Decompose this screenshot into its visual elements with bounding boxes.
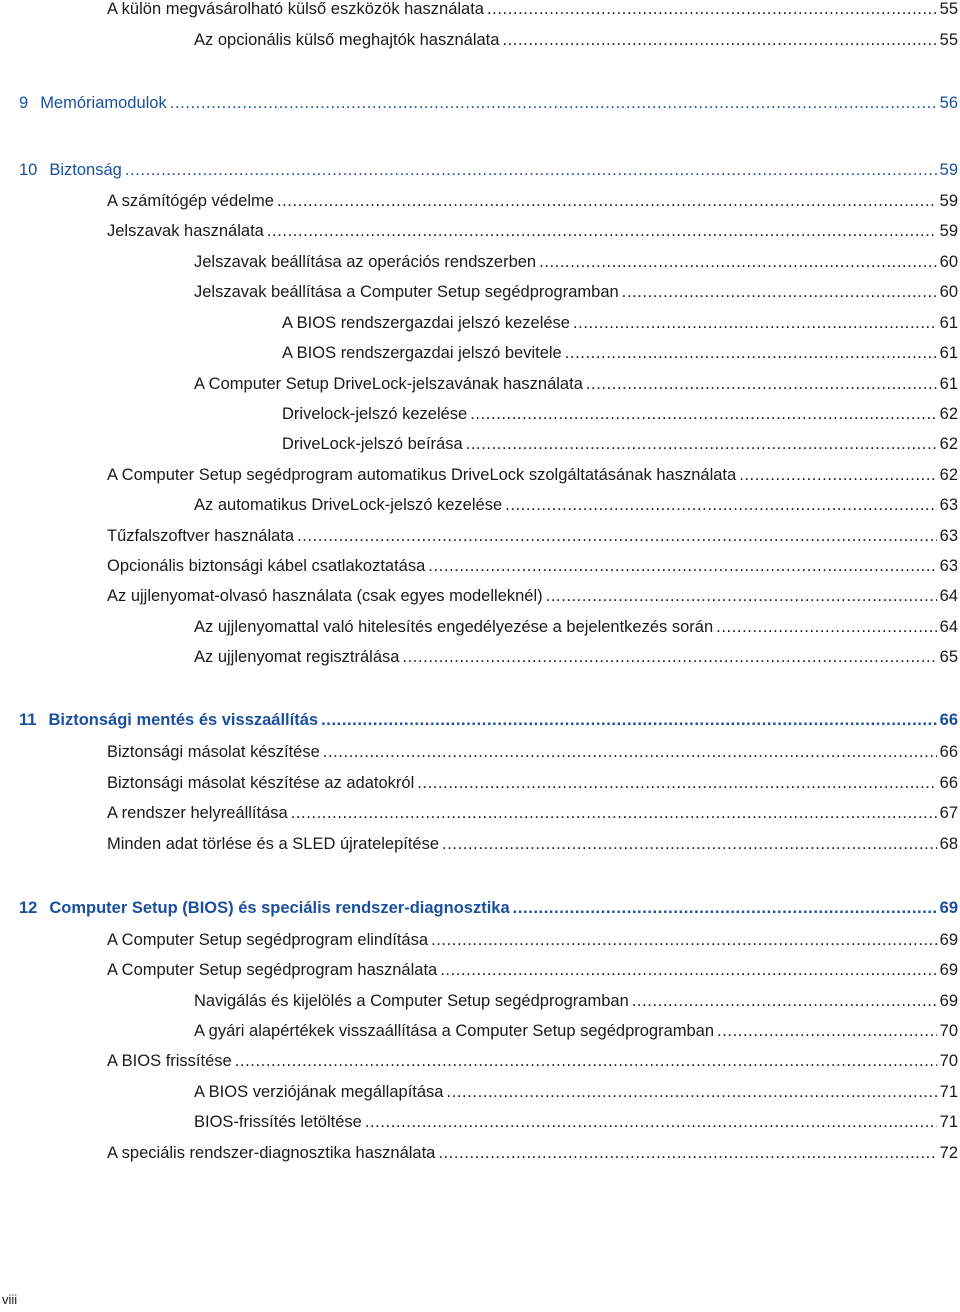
toc-entry-title: A külön megvásárolható külső eszközök használata — [107, 0, 484, 18]
toc-entry-title: Tűzfalszoftver használata — [107, 527, 295, 545]
toc-entry-title: Navigálás és kijelölés a Computer Setup segédprogramban — [194, 992, 629, 1010]
toc-entry-title: A speciális rendszer-diagnosztika használata — [107, 1144, 436, 1162]
toc-entry-page: 66 — [939, 774, 958, 792]
toc-entry-page: 69 — [939, 992, 958, 1010]
toc-entry-title: DriveLock-jelszó beírása — [282, 435, 463, 453]
toc-entry-page: 59 — [939, 222, 958, 240]
toc-leader-dots — [717, 1020, 937, 1042]
toc-leader-dots — [267, 220, 937, 242]
toc-entry-title: A Computer Setup segédprogram használata — [107, 961, 438, 979]
toc-entry[interactable] — [107, 959, 958, 981]
toc-entry-page: 72 — [939, 1144, 958, 1162]
toc-entry-title: A Computer Setup segédprogram automatikus DriveLock szolgáltatásának használata — [107, 466, 737, 484]
toc-entry-page: 55 — [939, 0, 958, 18]
toc-leader-dots — [297, 525, 937, 547]
toc-entry[interactable] — [194, 1020, 958, 1042]
toc-leader-dots — [539, 251, 937, 273]
toc-entry-page: 64 — [939, 587, 958, 605]
toc-leader-dots — [125, 159, 937, 181]
toc-entry-page: 63 — [939, 496, 958, 514]
toc-entry-page: 63 — [939, 527, 958, 545]
toc-entry-title: Minden adat törlése és a SLED újratelepítése — [107, 835, 440, 853]
toc-entry[interactable] — [107, 741, 958, 763]
toc-leader-dots — [402, 646, 936, 668]
toc-chapter-number: 9 — [19, 94, 29, 112]
toc-entry-page: 62 — [939, 435, 958, 453]
toc-entry[interactable] — [194, 616, 958, 638]
toc-entry[interactable] — [194, 494, 958, 516]
toc-entry-title: Drivelock-jelszó kezelése — [282, 405, 468, 423]
toc-entry-page: 70 — [939, 1052, 958, 1070]
toc-entry[interactable] — [107, 525, 958, 547]
toc-entry-title: A BIOS frissítése — [107, 1052, 232, 1070]
toc-entry-page: 67 — [939, 804, 958, 822]
toc-entry-page: 61 — [939, 375, 958, 393]
toc-entry[interactable] — [107, 220, 958, 242]
toc-entry-page: 71 — [939, 1113, 958, 1131]
toc-chapter-entry[interactable] — [19, 897, 958, 919]
toc-entry-title: Az automatikus DriveLock-jelszó kezelése — [194, 496, 503, 514]
toc-entry[interactable] — [194, 251, 958, 273]
toc-leader-dots — [487, 0, 937, 20]
toc-leader-dots — [739, 464, 936, 486]
toc-leader-dots — [505, 494, 937, 516]
toc-entry[interactable] — [194, 373, 958, 395]
toc-leader-dots — [417, 772, 936, 794]
toc-leader-dots — [365, 1111, 937, 1133]
toc-entry-page: 66 — [939, 743, 958, 761]
toc-chapter-title: Biztonsági mentés és visszaállítás — [48, 711, 319, 729]
toc-entry-title: Opcionális biztonsági kábel csatlakoztatása — [107, 557, 426, 575]
toc-entry-title: A BIOS rendszergazdai jelszó bevitele — [282, 344, 562, 362]
toc-chapter-number: 11 — [19, 711, 37, 729]
toc-entry[interactable] — [194, 1081, 958, 1103]
toc-leader-dots — [565, 342, 937, 364]
toc-leader-dots — [291, 802, 937, 824]
toc-leader-dots — [513, 897, 937, 919]
toc-leader-dots — [716, 616, 936, 638]
toc-leader-dots — [170, 92, 937, 114]
toc-entry-title: Biztonsági másolat készítése az adatokról — [107, 774, 415, 792]
toc-leader-dots — [321, 709, 937, 731]
toc-entry-page: 56 — [939, 94, 958, 112]
toc-entry-page: 69 — [939, 961, 958, 979]
toc-entry-title: Jelszavak használata — [107, 222, 264, 240]
toc-entry-page: 71 — [939, 1083, 958, 1101]
toc-entry-title: Jelszavak beállítása a Computer Setup segédprogramban — [194, 283, 619, 301]
toc-leader-dots — [573, 312, 937, 334]
toc-chapter-title: Biztonság — [49, 161, 122, 179]
toc-entry[interactable] — [194, 990, 958, 1012]
toc-chapter-number: 10 — [19, 161, 38, 179]
page-number: viii — [2, 1292, 18, 1307]
toc-entry-page: 69 — [939, 931, 958, 949]
toc-leader-dots — [431, 929, 937, 951]
toc-leader-dots — [466, 433, 937, 455]
toc-entry[interactable] — [107, 464, 958, 486]
toc-entry[interactable] — [107, 1050, 958, 1072]
toc-entry-title: Az opcionális külső meghajtók használata — [194, 31, 500, 49]
toc-leader-dots — [277, 190, 937, 212]
toc-entry-page: 61 — [939, 344, 958, 362]
toc-entry-page: 60 — [939, 283, 958, 301]
toc-entry-page: 68 — [939, 835, 958, 853]
toc-entry[interactable] — [282, 312, 958, 334]
toc-leader-dots — [586, 373, 937, 395]
toc-entry-page: 59 — [939, 192, 958, 210]
toc-leader-dots — [502, 29, 936, 51]
toc-entry-title: A rendszer helyreállítása — [107, 804, 288, 822]
toc-leader-dots — [442, 833, 937, 855]
toc-leader-dots — [428, 555, 936, 577]
toc-entry[interactable] — [107, 585, 958, 607]
toc-entry[interactable] — [107, 1142, 958, 1164]
toc-entry-page: 62 — [939, 405, 958, 423]
toc-entry-page: 63 — [939, 557, 958, 575]
toc-entry-page: 65 — [939, 648, 958, 666]
toc-leader-dots — [438, 1142, 936, 1164]
toc-entry-page: 69 — [939, 899, 958, 917]
toc-entry[interactable] — [282, 403, 958, 425]
toc-leader-dots — [440, 959, 936, 981]
toc-chapter-entry[interactable] — [19, 92, 958, 114]
toc-entry[interactable] — [194, 281, 958, 303]
toc-leader-dots — [235, 1050, 937, 1072]
toc-chapter-entry[interactable] — [19, 709, 958, 731]
toc-leader-dots — [446, 1081, 936, 1103]
toc-entry-title: Biztonsági másolat készítése — [107, 743, 320, 761]
toc-entry-title: BIOS-frissítés letöltése — [194, 1113, 362, 1131]
toc-entry-title: Az ujjlenyomattal való hitelesítés engedélyezése a bejelentkezés során — [194, 618, 714, 636]
toc-chapter-title: Computer Setup (BIOS) és speciális rendszer-diagnosztika — [49, 899, 510, 917]
toc-chapter-title: Memóriamodulok — [40, 94, 167, 112]
toc-entry[interactable] — [194, 29, 958, 51]
toc-entry-title: Az ujjlenyomat regisztrálása — [194, 648, 400, 666]
toc-leader-dots — [323, 741, 937, 763]
toc-entry-page: 61 — [939, 314, 958, 332]
toc-entry-title: A BIOS verziójának megállapítása — [194, 1083, 444, 1101]
toc-entry-page: 55 — [939, 31, 958, 49]
toc-entry-title: A Computer Setup segédprogram elindítása — [107, 931, 429, 949]
toc-entry[interactable] — [194, 1111, 958, 1133]
toc-leader-dots — [632, 990, 937, 1012]
toc-entry[interactable] — [107, 802, 958, 824]
toc-entry-title: Az ujjlenyomat-olvasó használata (csak egyes modelleknél) — [107, 587, 543, 605]
toc-entry-page: 64 — [939, 618, 958, 636]
toc-chapter-number: 12 — [19, 899, 38, 917]
toc-entry-page: 59 — [939, 161, 958, 179]
toc-entry[interactable] — [282, 342, 958, 364]
toc-entry-page: 66 — [939, 711, 958, 729]
toc-entry-title: Jelszavak beállítása az operációs rendszerben — [194, 253, 537, 271]
toc-entry[interactable] — [107, 772, 958, 794]
toc-entry-page: 70 — [939, 1022, 958, 1040]
toc-chapter-entry[interactable] — [19, 159, 958, 181]
toc-entry[interactable] — [107, 0, 958, 20]
toc-entry[interactable] — [107, 833, 958, 855]
toc-entry[interactable] — [107, 555, 958, 577]
toc-leader-dots — [546, 585, 937, 607]
toc-leader-dots — [622, 281, 937, 303]
toc-entry-title: A Computer Setup DriveLock-jelszavának használata — [194, 375, 583, 393]
toc-entry-title: A gyári alapértékek visszaállítása a Computer Setup segédprogramban — [194, 1022, 715, 1040]
toc-entry-title: A számítógép védelme — [107, 192, 274, 210]
toc-entry[interactable] — [194, 646, 958, 668]
toc-entry-page: 62 — [939, 466, 958, 484]
toc-entry[interactable] — [107, 929, 958, 951]
toc-entry[interactable] — [282, 433, 958, 455]
toc-leader-dots — [470, 403, 936, 425]
toc-entry-page: 60 — [939, 253, 958, 271]
toc-entry-title: A BIOS rendszergazdai jelszó kezelése — [282, 314, 570, 332]
toc-entry[interactable] — [107, 190, 958, 212]
